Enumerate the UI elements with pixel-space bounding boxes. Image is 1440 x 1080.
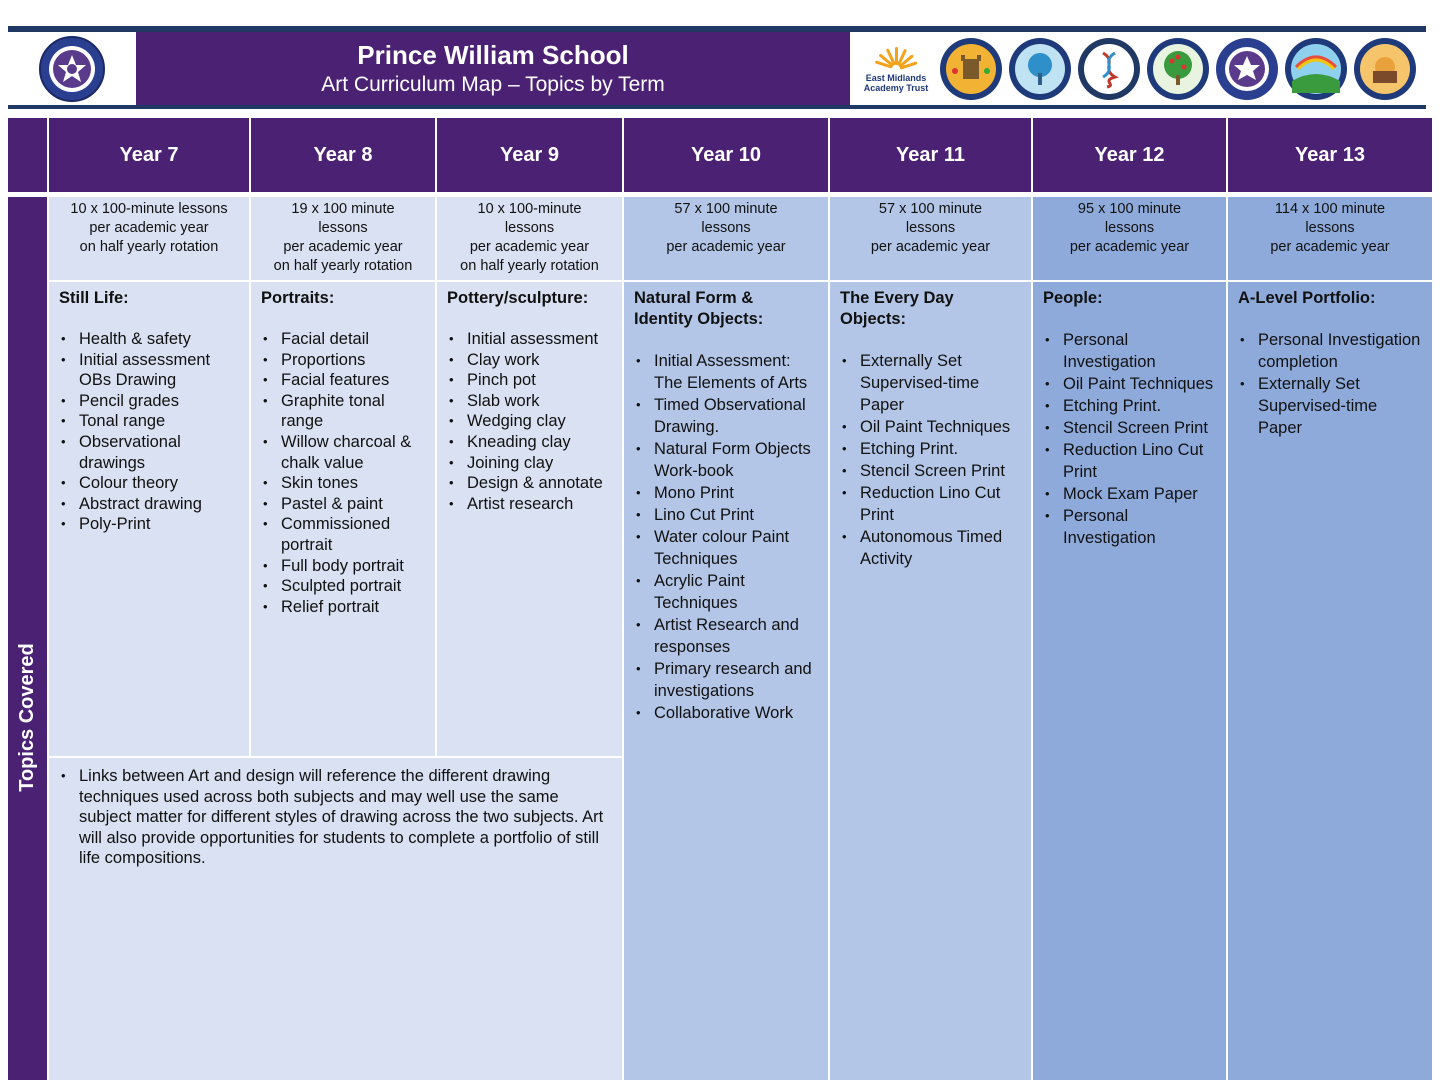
list-item: • Stencil Screen Print (840, 460, 1023, 482)
topics-covered-label: Topics Covered (16, 642, 38, 792)
list-item: • Autonomous Timed Activity (840, 526, 1023, 570)
list-item: • Primary research and investigations (634, 658, 820, 702)
list-item: • Personal Investigation (1043, 329, 1218, 373)
list-item: • Acrylic Paint Techniques (634, 570, 820, 614)
year-9-lessons: 10 x 100-minute lessons per academic year on half yearly rotation (435, 197, 622, 280)
list-item: • Oil Paint Techniques (840, 416, 1023, 438)
list-item: • Facial features (261, 370, 427, 391)
trust-name-line2: Academy Trust (863, 82, 929, 93)
year-8-header: Year 8 (249, 118, 435, 192)
side-corner (8, 118, 47, 192)
orchard-academy-badge-icon (1146, 37, 1210, 101)
list-item: • Etching Print. (1043, 395, 1218, 417)
year-7-lessons: 10 x 100-minute lessons per academic year on half yearly rotation (47, 197, 249, 280)
year-12-header: Year 12 (1031, 118, 1226, 192)
list-item: • Proportions (261, 350, 427, 371)
year-8-lessons: 19 x 100 minute lessons per academic year on half yearly rotation (249, 197, 435, 280)
list-item: • Design & annotate (447, 473, 614, 494)
year-8-topics (249, 280, 435, 756)
list-item: • Stencil Screen Print (1043, 417, 1218, 439)
list-item: • Personal Investigation (1043, 505, 1218, 549)
list-item: • Health & safety (59, 329, 241, 350)
list-item: • Graphite tonal range (261, 391, 427, 432)
year-7-header: Year 7 (47, 118, 249, 192)
links-list (59, 766, 612, 869)
year-11-topics (828, 280, 1031, 1080)
year-10-topics (622, 280, 828, 1080)
shepherdswell-academy-badge-icon (1284, 37, 1348, 101)
year-13-header: Year 13 (1226, 118, 1432, 192)
page-title: Prince William School (357, 39, 629, 70)
year-9-topics (435, 280, 622, 756)
list-item: • Oil Paint Techniques (1043, 373, 1218, 395)
list-item: • Artist Research and responses (634, 614, 820, 658)
list-item: • Facial detail (261, 329, 427, 350)
trust-logo (858, 39, 934, 99)
year-13-lessons: 114 x 100 minute lessons per academic year (1226, 197, 1432, 280)
year-12-topics (1031, 280, 1226, 1080)
topic-list (634, 350, 820, 724)
header-banner (8, 26, 1426, 109)
year-11-lessons: 57 x 100 minute lessons per academic year (828, 197, 1031, 280)
topic-list (261, 329, 427, 617)
list-item: • Pinch pot (447, 370, 614, 391)
year-12-lessons: 95 x 100 minute lessons per academic year (1031, 197, 1226, 280)
crest-icon (38, 35, 106, 103)
castle-academy-badge-icon (939, 37, 1003, 101)
year-10-header: Year 10 (622, 118, 828, 192)
list-item: • Externally Set Supervised-time Paper (1238, 373, 1424, 439)
northampton-academy-badge-icon (1077, 37, 1141, 101)
list-item: • Personal Investigation completion (1238, 329, 1424, 373)
list-item: • Pastel & paint (261, 494, 427, 515)
list-item: • Wedging clay (447, 411, 614, 432)
list-item: • Slab work (447, 391, 614, 412)
list-item: • Poly-Print (59, 514, 241, 535)
list-item: • Collaborative Work (634, 702, 820, 724)
list-item: • Links between Art and design will reference the different drawing techniques used across both subjects and may well use the same subject matter for different styles of drawing across the two subjects. Art will also provide opportunities for students to complete a portfolio of still life compositions. (59, 766, 612, 869)
topic-title: The Every Day Objects: (840, 289, 954, 328)
topic-title: Pottery/sculpture: (447, 289, 589, 307)
list-item: • Abstract drawing (59, 494, 241, 515)
list-item: • Water colour Paint Techniques (634, 526, 820, 570)
list-item: • Pencil grades (59, 391, 241, 412)
topic-list (1238, 329, 1424, 439)
list-item: • Initial assessment (447, 329, 614, 350)
list-item: • Reduction Lino Cut Print (1043, 439, 1218, 483)
topics-covered-band (8, 197, 47, 1080)
year-9-header: Year 9 (435, 118, 622, 192)
year-7-topics (47, 280, 249, 756)
list-item: • Commissioned portrait (261, 514, 427, 555)
list-item: • Kneading clay (447, 432, 614, 453)
topic-list (59, 329, 241, 535)
topic-title: Still Life: (59, 289, 129, 307)
prince-william-badge-icon (1215, 37, 1279, 101)
list-item: • Etching Print. (840, 438, 1023, 460)
list-item: • Skin tones (261, 473, 427, 494)
list-item: • Willow charcoal & chalk value (261, 432, 427, 473)
title-box (136, 32, 850, 105)
list-item: • Initial assessment OBs Drawing (59, 350, 241, 391)
topic-list (1043, 329, 1218, 549)
topic-title: Natural Form & Identity Objects: (634, 289, 764, 328)
school-crest (8, 32, 136, 105)
year-11-header: Year 11 (828, 118, 1031, 192)
topic-title: Portraits: (261, 289, 335, 307)
list-item: • Lino Cut Print (634, 504, 820, 526)
list-item: • Relief portrait (261, 597, 427, 618)
list-item: • Mono Print (634, 482, 820, 504)
links-note (47, 756, 622, 1080)
list-item: • Sculpted portrait (261, 576, 427, 597)
list-item: • Full body portrait (261, 556, 427, 577)
list-item: • Artist research (447, 494, 614, 515)
year-13-topics (1226, 280, 1432, 1080)
list-item: • Clay work (447, 350, 614, 371)
curriculum-table (8, 118, 1432, 1080)
topic-list (447, 329, 614, 514)
list-item: • Timed Observational Drawing. (634, 394, 820, 438)
topic-list (840, 350, 1023, 570)
topic-title: People: (1043, 289, 1103, 307)
page-subtitle: Art Curriculum Map – Topics by Term (321, 72, 665, 96)
list-item: • Joining clay (447, 453, 614, 474)
topic-title: A-Level Portfolio: (1238, 289, 1376, 307)
trust-name-line1: East Midlands (865, 72, 927, 83)
list-item: • Mock Exam Paper (1043, 483, 1218, 505)
list-item: • Colour theory (59, 473, 241, 494)
stimpson-avenue-academy-badge-icon (1353, 37, 1417, 101)
list-item: • Natural Form Objects Work-book (634, 438, 820, 482)
year-10-lessons: 57 x 100 minute lessons per academic year (622, 197, 828, 280)
list-item: • Externally Set Supervised-time Paper (840, 350, 1023, 416)
sunburst-icon (870, 45, 922, 73)
list-item: • Initial Assessment: The Elements of Arts (634, 350, 820, 394)
trust-logos (854, 32, 1426, 105)
list-item: • Observational drawings (59, 432, 241, 473)
list-item: • Tonal range (59, 411, 241, 432)
list-item: • Reduction Lino Cut Print (840, 482, 1023, 526)
side-column (8, 118, 47, 1080)
hardingstone-academy-badge-icon (1008, 37, 1072, 101)
